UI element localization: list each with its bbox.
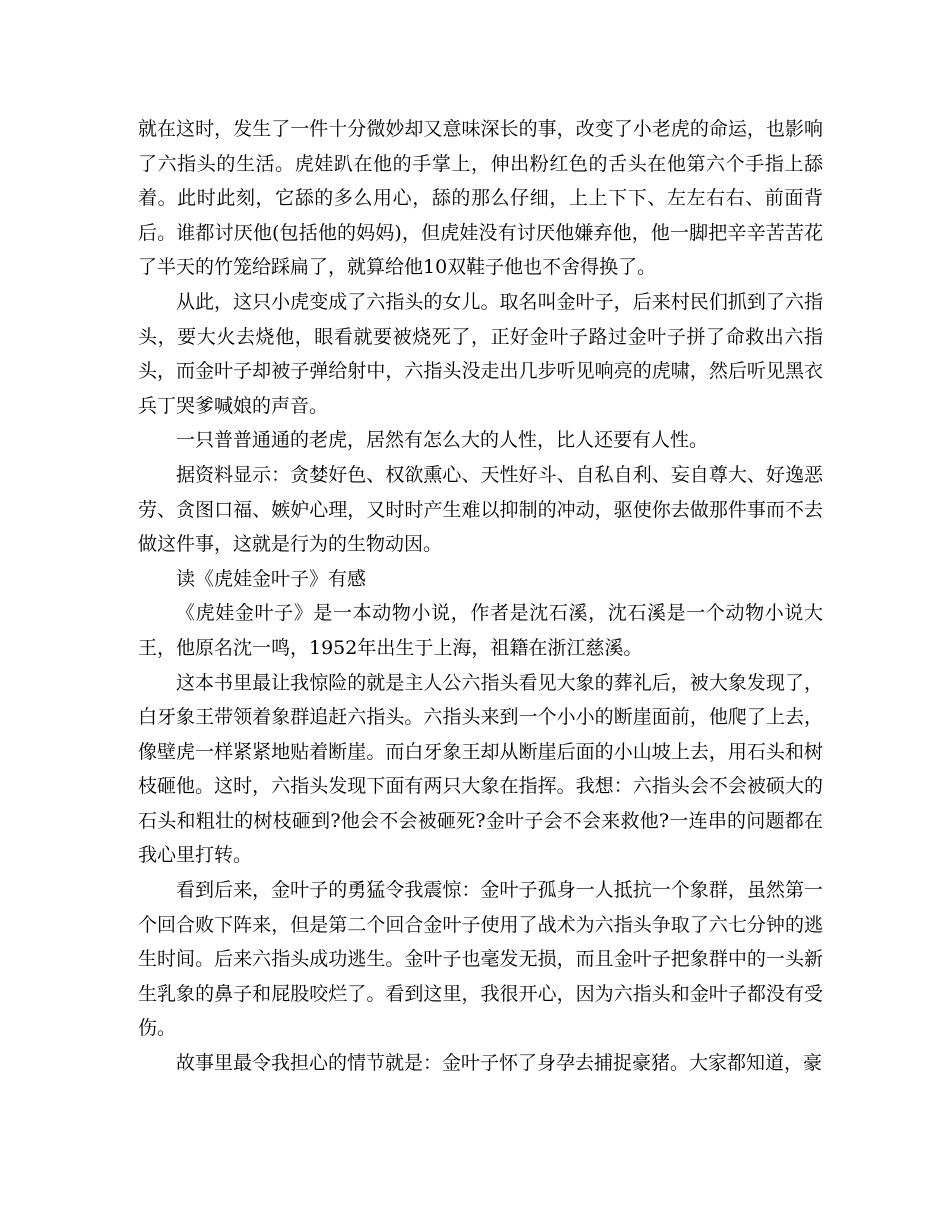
paragraph-3: 一只普普通通的老虎，居然有怎么大的人性，比人还要有人性。 (176, 429, 709, 452)
paragraph-8: 故事里最令我担心的情节就是：金叶子怀了身孕去捕捉豪猪。大家都知道，豪 (176, 1052, 823, 1075)
paragraph-4: 据资料显示：贪婪好色、权欲熏心、天性好斗、自私自利、妄自尊大、好逸恶劳、贪图口福、嫉妒心理，又时时产生难以抑制的冲动，驱使你去做那件事而不去做这件事，这就是行为的生物动因。 (138, 463, 823, 556)
paragraph-2: 从此，这只小虎变成了六指头的女儿。取名叫金叶子，后来村民们抓到了六指头，要大火去烧他，眼看就要被烧死了，正好金叶子路过金叶子拼了命救出六指头，而金叶子却被子弹给射中，六指头没走出几步听见响亮的虎啸，然后听见黑衣兵丁哭爹喊娘的声音。 (138, 290, 823, 417)
paragraph-5: 《虎娃金叶子》是一本动物小说，作者是沈石溪，沈石溪是一个动物小说大王，他原名沈一鸣，1952年出生于上海，祖籍在浙江慈溪。 (138, 602, 823, 659)
document-body (138, 112, 823, 1081)
section-heading: 读《虎娃金叶子》有感 (176, 567, 367, 590)
paragraph-6: 这本书里最让我惊险的就是主人公六指头看见大象的葬礼后，被大象发现了，白牙象王带领着象群追赶六指头。六指头来到一个小小的断崖面前，他爬了上去，像壁虎一样紧紧地贴着断崖。而白牙象王却从断崖后面的小山坡上去，用石头和树枝砸他。这时，六指头发现下面有两只大象在指挥。我想：六指头会不会被硕大的石头和粗壮的树枝砸到?他会不会被砸死?金叶子会不会来救他?一连串的问题都在我心里打转。 (138, 671, 823, 867)
paragraph-7: 看到后来，金叶子的勇猛令我震惊：金叶子孤身一人抵抗一个象群，虽然第一个回合败下阵来，但是第二个回合金叶子使用了战术为六指头争取了六七分钟的逃生时间。后来六指头成功逃生。金叶子也毫发无损，而且金叶子把象群中的一头新生乳象的鼻子和屁股咬烂了。看到这里，我很开心，因为六指头和金叶子都没有受伤。 (138, 879, 823, 1040)
paragraph-1: 就在这时，发生了一件十分微妙却又意味深长的事，改变了小老虎的命运，也影响了六指头的生活。虎娃趴在他的手掌上，伸出粉红色的舌头在他第六个手指上舔着。此时此刻，它舔的多么用心，舔的那么仔细，上上下下、左左右右、前面背后。谁都讨厌他(包括他的妈妈)，但虎娃没有讨厌他嫌弃他，他一脚把辛辛苦苦花了半天的竹笼给踩扁了，就算给他10双鞋子他也不舍得换了。 (138, 118, 823, 279)
